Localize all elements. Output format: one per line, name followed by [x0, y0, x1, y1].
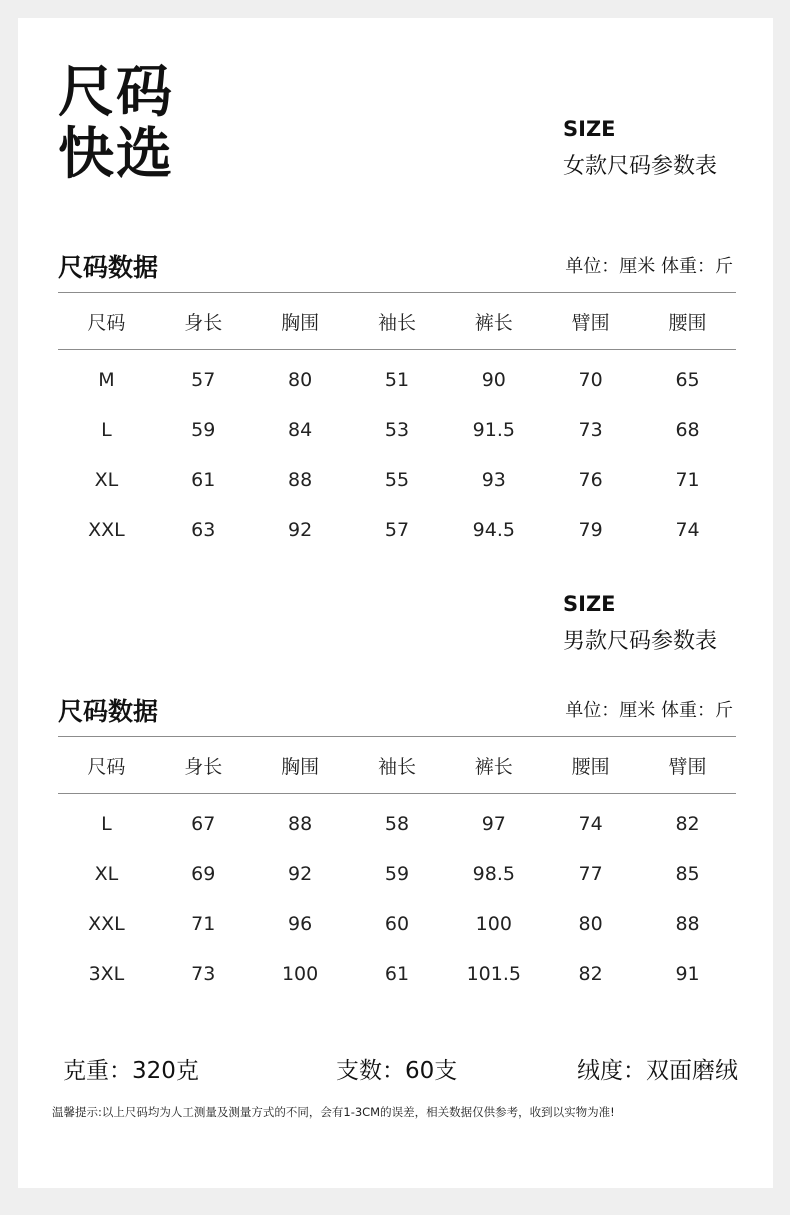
measurement-cell: 74: [675, 519, 700, 541]
table-row: [58, 350, 736, 406]
measurement-cell: 58: [384, 813, 410, 835]
column-header: 袖长: [349, 293, 446, 350]
column-header: 袖长: [349, 737, 446, 794]
measurement-cell: 53: [384, 419, 410, 441]
women-size-subtitle: 女款尺码参数表: [563, 154, 718, 179]
measurement-cell: 92: [288, 863, 313, 885]
women-size-label: SIZE: [563, 117, 616, 141]
measurement-cell: 91: [675, 963, 700, 985]
measurement-cell: 57: [384, 519, 410, 541]
measurement-cell: 84: [288, 419, 313, 441]
women-unit-note: 单位：厘米 体重：斤: [565, 256, 733, 277]
table-row: [58, 794, 736, 850]
measurement-note: 温馨提示:以上尺码均为人工测量及测量方式的不同，会有1-3CM的误差，相关数据仅供参考，收到以实物为准!: [52, 1105, 615, 1119]
men-section-title: 尺码数据: [58, 697, 159, 726]
table-row: [58, 405, 736, 455]
column-header: 腰围: [639, 293, 736, 350]
measurement-cell: 80: [578, 913, 603, 935]
measurement-cell: 92: [288, 519, 313, 541]
measurement-cell: 100: [281, 963, 319, 985]
size-cell: L: [101, 813, 112, 835]
measurement-cell: 59: [191, 419, 216, 441]
column-header: 身长: [155, 293, 252, 350]
measurement-cell: 59: [384, 863, 410, 885]
table-row: [58, 849, 736, 899]
measurement-cell: 101.5: [466, 963, 521, 985]
column-header: 裤长: [445, 293, 542, 350]
measurement-cell: 90: [481, 369, 506, 391]
title-line-1: 尺码: [58, 60, 174, 125]
women-size-heading: [563, 116, 717, 182]
measurement-cell: 61: [384, 963, 410, 985]
fabric-weight: 克重：320克: [63, 1058, 199, 1084]
men-unit-note: 单位：厘米 体重：斤: [565, 700, 733, 721]
measurement-cell: 79: [578, 519, 603, 541]
column-header: 臂围: [639, 737, 736, 794]
fleece-type: 绒度：双面磨绒: [577, 1058, 738, 1084]
measurement-cell: 60: [384, 913, 410, 935]
measurement-cell: 71: [191, 913, 216, 935]
measurement-cell: 97: [481, 813, 506, 835]
measurement-cell: 88: [288, 469, 313, 491]
column-header: 胸围: [252, 293, 349, 350]
measurement-cell: 77: [578, 863, 603, 885]
measurement-cell: 68: [675, 419, 700, 441]
measurement-cell: 82: [675, 813, 700, 835]
column-header: 裤长: [445, 737, 542, 794]
men-size-heading: [563, 591, 717, 657]
measurement-cell: 93: [481, 469, 506, 491]
page-title: [58, 62, 174, 186]
size-cell: 3XL: [88, 963, 125, 985]
measurement-cell: 88: [288, 813, 313, 835]
column-header: 尺码: [58, 293, 155, 350]
measurement-cell: 57: [191, 369, 216, 391]
measurement-cell: 67: [191, 813, 216, 835]
measurement-cell: 70: [578, 369, 603, 391]
measurement-cell: 96: [288, 913, 313, 935]
column-header: 尺码: [58, 737, 155, 794]
table-header-row: [58, 737, 736, 794]
measurement-cell: 76: [578, 469, 603, 491]
size-cell: XXL: [88, 913, 125, 935]
measurement-cell: 55: [384, 469, 410, 491]
men-size-table: [58, 736, 736, 999]
column-header: 腰围: [542, 737, 639, 794]
men-size-subtitle: 男款尺码参数表: [563, 629, 718, 654]
size-cell: M: [98, 369, 115, 391]
measurement-cell: 82: [578, 963, 603, 985]
women-size-table: [58, 292, 736, 555]
table-row: [58, 949, 736, 999]
measurement-cell: 69: [191, 863, 216, 885]
column-header: 臂围: [542, 293, 639, 350]
measurement-cell: 74: [578, 813, 603, 835]
table-row: [58, 899, 736, 949]
table-row: [58, 455, 736, 505]
size-cell: XL: [94, 469, 119, 491]
measurement-cell: 73: [191, 963, 216, 985]
women-section-title: 尺码数据: [58, 253, 159, 282]
column-header: 胸围: [252, 737, 349, 794]
measurement-cell: 100: [475, 913, 512, 935]
column-header: 身长: [155, 737, 252, 794]
measurement-cell: 88: [675, 913, 700, 935]
men-size-label: SIZE: [563, 592, 616, 616]
measurement-cell: 98.5: [472, 863, 515, 885]
size-cell: L: [101, 419, 112, 441]
measurement-cell: 91.5: [472, 419, 515, 441]
size-cell: XXL: [88, 519, 125, 541]
table-row: [58, 505, 736, 555]
measurement-cell: 71: [675, 469, 700, 491]
measurement-cell: 51: [384, 369, 410, 391]
measurement-cell: 63: [191, 519, 216, 541]
measurement-cell: 94.5: [472, 519, 515, 541]
measurement-cell: 65: [675, 369, 700, 391]
measurement-cell: 80: [288, 369, 313, 391]
table-header-row: [58, 293, 736, 350]
measurement-cell: 73: [578, 419, 603, 441]
measurement-cell: 61: [191, 469, 216, 491]
title-line-2: 快选: [58, 122, 174, 187]
yarn-count: 支数：60支: [336, 1058, 458, 1084]
measurement-cell: 85: [675, 863, 700, 885]
size-cell: XL: [94, 863, 119, 885]
